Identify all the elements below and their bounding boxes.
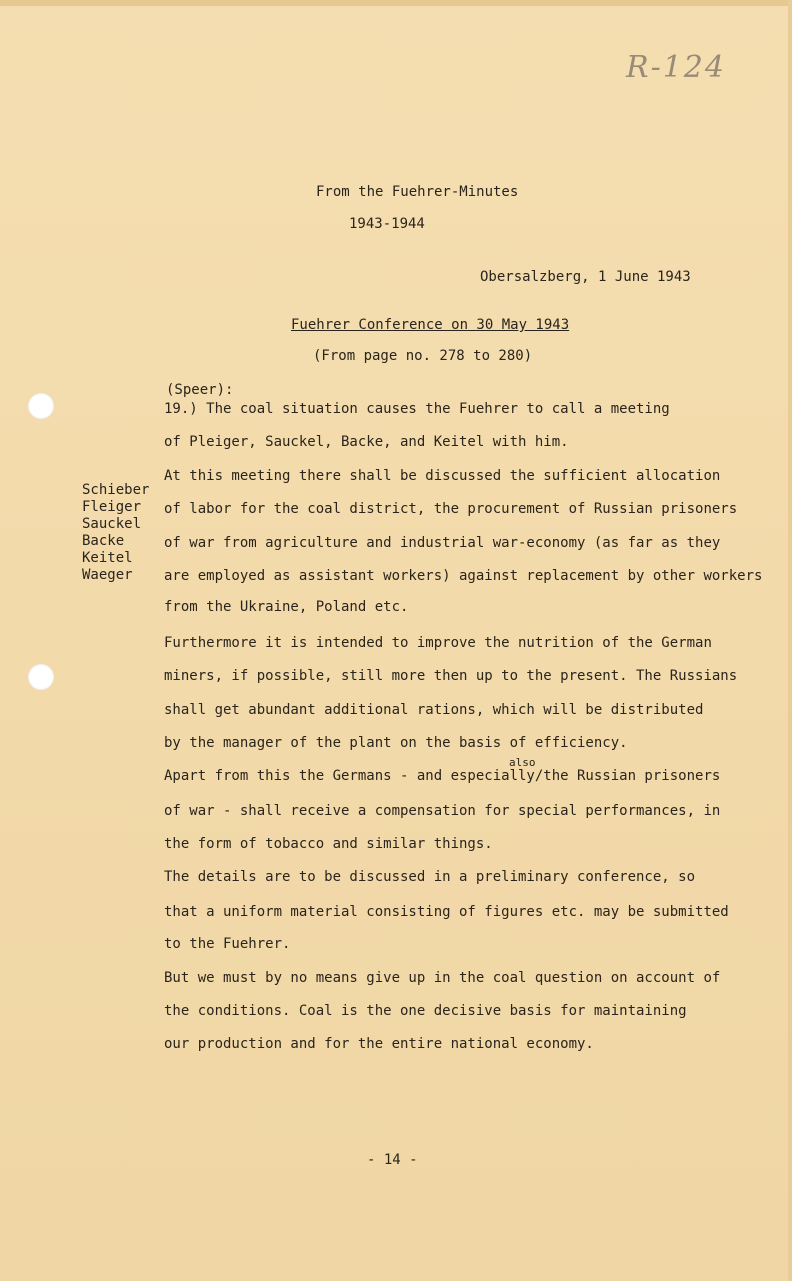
body-line: of labor for the coal district, the procurement of Russian prisoners xyxy=(164,501,738,517)
punch-hole xyxy=(28,664,54,690)
page-number: - 14 - xyxy=(367,1152,418,1168)
body-line: the form of tobacco and similar things. xyxy=(164,836,493,852)
body-line: that a uniform material consisting of figures etc. may be submitted xyxy=(164,904,729,920)
speaker-label: (Speer): xyxy=(166,382,234,398)
page-edge-top xyxy=(0,0,792,6)
margin-name: Keitel xyxy=(82,550,133,566)
margin-name: Schieber xyxy=(82,482,150,498)
body-line: the conditions. Coal is the one decisive basis for maintaining xyxy=(164,1003,687,1019)
body-line: Furthermore it is intended to improve the nutrition of the German xyxy=(164,635,712,651)
place-and-date: Obersalzberg, 1 June 1943 xyxy=(480,269,691,285)
body-line: shall get abundant additional rations, which will be distributed xyxy=(164,702,704,718)
document-number-stamp: R-124 xyxy=(626,50,726,85)
body-line: are employed as assistant workers) against replacement by other workers xyxy=(164,568,763,584)
body-line: of war - shall receive a compensation for special performances, in xyxy=(164,803,721,819)
conference-title: Fuehrer Conference on 30 May 1943 xyxy=(291,317,570,333)
margin-name: Backe xyxy=(82,533,125,549)
punch-hole xyxy=(28,393,54,419)
margin-name: Sauckel xyxy=(82,516,142,532)
page-edge-right xyxy=(788,0,792,1287)
body-line: to the Fuehrer. xyxy=(164,936,291,952)
body-line: by the manager of the plant on the basis of efficiency. xyxy=(164,735,628,751)
body-line: The details are to be discussed in a preliminary conference, so xyxy=(164,869,696,885)
interlinear-insert: also xyxy=(509,756,536,769)
body-line: miners, if possible, still more then up to the present. The Russians xyxy=(164,668,738,684)
conference-page-range: (From page no. 278 to 280) xyxy=(313,348,533,364)
body-line: At this meeting there shall be discussed the sufficient allocation xyxy=(164,468,721,484)
body-line: But we must by no means give up in the coal question on account of xyxy=(164,970,721,986)
page-edge-bottom xyxy=(0,1281,792,1287)
margin-name: Waeger xyxy=(82,567,133,583)
document-years: 1943-1944 xyxy=(349,216,425,232)
body-line: 19.) The coal situation causes the Fuehrer to call a meeting xyxy=(164,401,670,417)
body-line: our production and for the entire national economy. xyxy=(164,1036,594,1052)
body-line: of war from agriculture and industrial war-economy (as far as they xyxy=(164,535,721,551)
document-heading: From the Fuehrer-Minutes xyxy=(316,184,519,200)
body-line: of Pleiger, Sauckel, Backe, and Keitel with him. xyxy=(164,434,569,450)
margin-name-list xyxy=(82,482,149,584)
body-line: from the Ukraine, Poland etc. xyxy=(164,599,409,615)
margin-name: Fleiger xyxy=(82,499,142,515)
body-line: Apart from this the Germans - and especially/the Russian prisoners xyxy=(164,768,721,784)
